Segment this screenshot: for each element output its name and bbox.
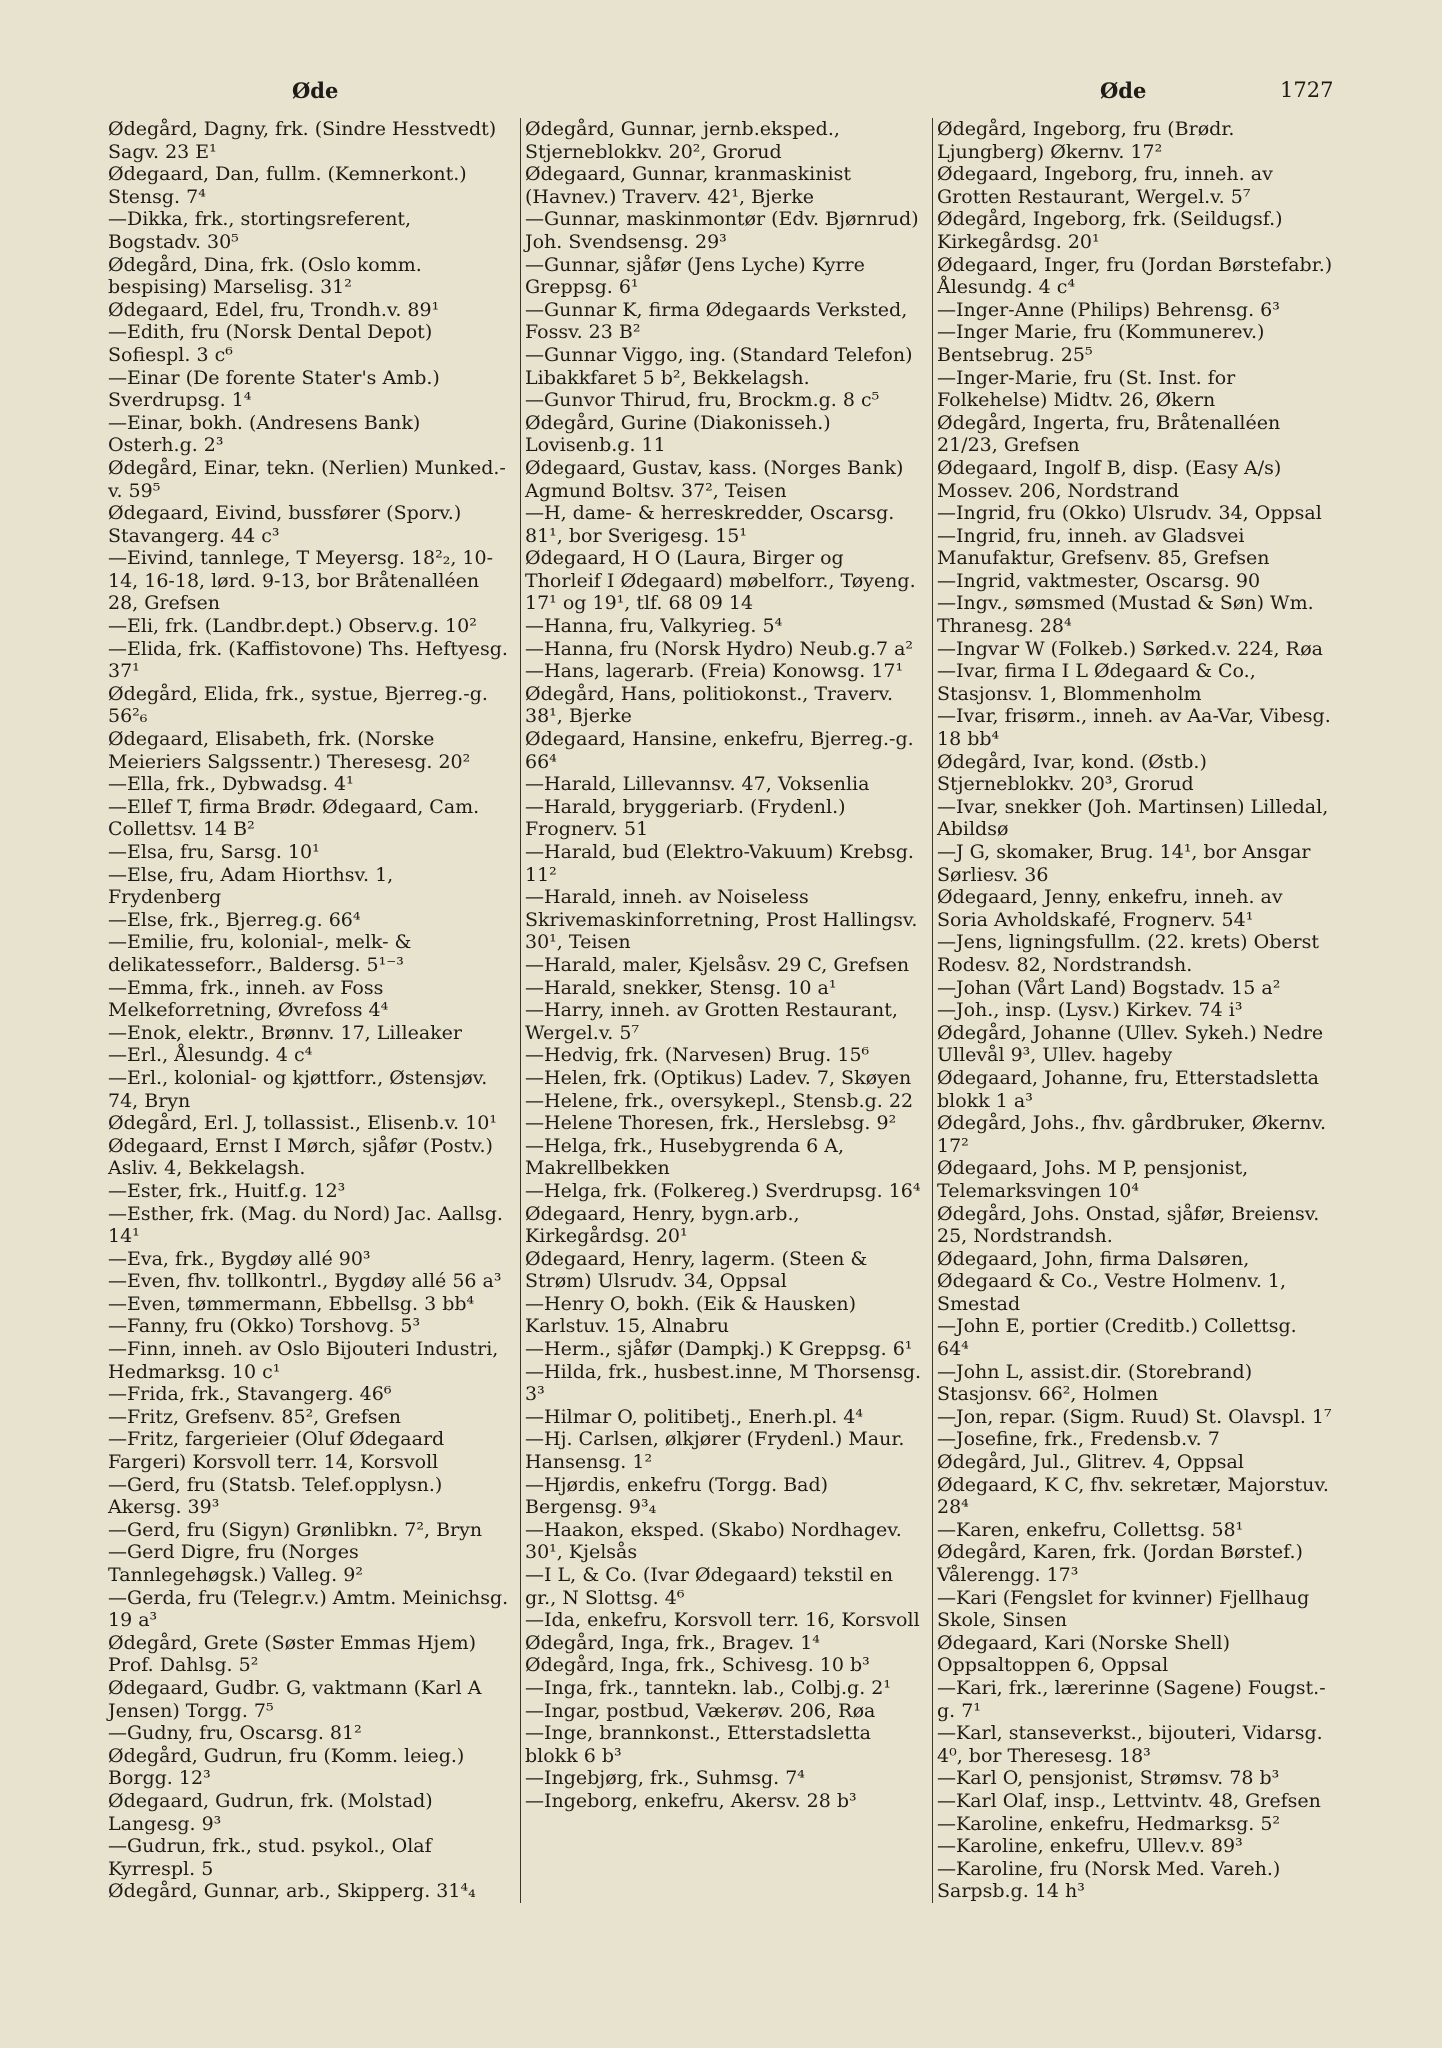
directory-entry: Ødegård, Johs., fhv. gårdbruker, Økernv. 17² [937, 1112, 1327, 1157]
directory-entry: —Inga, frk., tanntekn. lab., Colbj.g. 2¹ [525, 1676, 891, 1699]
directory-entry: —Helene, frk., oversykepl., Stensb.g. 22 [525, 1089, 914, 1112]
directory-entry: —Fritz, Grefsenv. 85², Grefsen [108, 1405, 402, 1428]
directory-entry: Ødegård, Dagny, frk. (Sindre Hesstvedt) Sagv. 23 E¹ [108, 118, 497, 163]
directory-entry: —Hj. Carlsen, ølkjører (Frydenl.) Maur. Hansensg. 1² [525, 1428, 905, 1474]
directory-entry: —Hilda, frk., husbest.inne, M Thorsensg. 3³ [525, 1360, 922, 1406]
directory-entry: —Erl., kolonial- og kjøttforr., Østensjøv. 74, Bryn [108, 1066, 488, 1112]
directory-entry: —Ingeborg, enkefru, Akersv. 28 b³ [525, 1789, 857, 1812]
directory-entry: Ødegaard, Ingolf B, disp. (Easy A/s) Mossev. 206, Nordstrand [937, 456, 1282, 502]
directory-entry: —Harald, bud (Elektro-Vakuum) Krebsg. 11² [525, 841, 914, 886]
directory-entry: Ødegaard, Inger, fru (Jordan Børstefabr.) Ålesundg. 4 c⁴ [937, 253, 1333, 299]
directory-entry: —Frida, frk., Stavangerg. 46⁶ [108, 1383, 392, 1406]
directory-entry: —Gerd, fru (Sigyn) Grønlibkn. 7², Bryn [108, 1518, 483, 1541]
directory-entry: —Hilmar O, politibetj., Enerh.pl. 4⁴ [525, 1405, 863, 1428]
directory-entry: —Erl., Ålesundg. 4 c⁴ [108, 1044, 313, 1067]
directory-entry: —Gunnar, sjåfør (Jens Lyche) Kyrre Greppsg. 6¹ [525, 253, 865, 299]
running-header-left: Øde [292, 78, 339, 103]
directory-entry: Ødegård, Gunnar, jernb.eksped., Stjerneblokkv. 20², Grorud [525, 118, 840, 163]
directory-entry: —John L, assist.dir. (Storebrand) Stasjonsv. 66², Holmen [937, 1360, 1253, 1406]
column-3 [932, 118, 1342, 1903]
directory-entry: Ødegaard, Hansine, enkefru, Bjerreg.-g. 66⁴ [525, 728, 914, 773]
directory-entry: —Hedvig, frk. (Narvesen) Brug. 15⁶ [525, 1044, 870, 1067]
directory-entry: Ødegård, Inga, frk., Schivesg. 10 b³ [525, 1654, 870, 1677]
directory-entry: —Ingv., sømsmed (Mustad & Søn) Wm. Thranesg. 28⁴ [937, 592, 1314, 638]
directory-entry: Ødegård, Ingeborg, frk. (Seildugsf.) Kirkegårdsg. 20¹ [937, 208, 1283, 253]
directory-entry: —Kari (Fengslet for kvinner) Fjellhaug Skole, Sinsen [937, 1586, 1310, 1632]
directory-entry: —H, dame- & herreskredder, Oscarsg. 81¹, bor Sverigesg. 15¹ [525, 502, 895, 547]
directory-entry: —Kari, frk., lærerinne (Sagene) Fougst.-g. 7¹ [937, 1676, 1326, 1722]
directory-entry: —Ingvar W (Folkeb.) Sørked.v. 224, Røa [937, 637, 1323, 660]
directory-entry: —Karen, enkefru, Collettsg. 58¹ [937, 1518, 1244, 1541]
directory-entry: —Hans, lagerarb. (Freia) Konowsg. 17¹ [525, 660, 904, 683]
directory-entry: —Ella, frk., Dybwadsg. 4¹ [108, 773, 354, 796]
directory-entry: —Emma, frk., inneh. av Foss Melkeforretning, Øvrefoss 4⁴ [108, 976, 389, 1022]
directory-entry: —Hjørdis, enkefru (Torgg. Bad) Bergensg. 9³₄ [525, 1473, 829, 1519]
directory-entry: Ødegaard, Henry, bygn.arb., Kirkegårdsg. 20¹ [525, 1202, 800, 1248]
directory-entry: —Harald, Lillevannsv. 47, Voksenlia [525, 773, 870, 796]
directory-entry: Ødegård, Jul., Glitrev. 4, Oppsal [937, 1451, 1244, 1474]
directory-entry: Ødegaard, Gudrun, frk. (Molstad) Langesg. 9³ [108, 1789, 433, 1835]
directory-entry: —Elsa, fru, Sarsg. 10¹ [108, 841, 320, 863]
directory-entry: Ødegaard, Gustav, kass. (Norges Bank) Agmund Boltsv. 37², Teisen [525, 456, 904, 502]
directory-entry: Ødegaard, John, firma Dalsøren, Ødegaard & Co., Vestre Holmenv. 1, Smestad [937, 1247, 1287, 1315]
directory-entry: Ødegaard, Dan, fullm. (Kemnerkont.) Stensg. 7⁴ [108, 163, 467, 208]
directory-entry: —Gerd, fru (Statsb. Telef.opplysn.) Akersg. 39³ [108, 1473, 443, 1519]
directory-entry: —Harald, snekker, Stensg. 10 a¹ [525, 976, 837, 999]
directory-entry: —Even, fhv. tollkontrl., Bygdøy allé 56 a³ [108, 1270, 502, 1293]
directory-entry: —Einar (De forente Stater's Amb.) Sverdrupsg. 1⁴ [108, 366, 440, 412]
directory-entry: Ødegård, Einar, tekn. (Nerlien) Munked.-v. 59⁵ [108, 456, 506, 502]
directory-entry: —Fritz, fargerieier (Oluf Ødegaard Fargeri) Korsvoll terr. 14, Korsvoll [108, 1428, 445, 1474]
directory-entry: Ødegård, Dina, frk. (Oslo komm. bespising) Marselisg. 31² [108, 253, 422, 299]
directory-entry: —Gerd Digre, fru (Norges Tannlegehøgsk.) Valleg. 9² [108, 1541, 363, 1586]
directory-entry: —Jon, repar. (Sigm. Ruud) St. Olavspl. 1⁷ [937, 1405, 1332, 1428]
directory-entry: —Helene Thoresen, frk., Herslebsg. 9² [525, 1112, 897, 1135]
directory-entry: —Gunnar K, firma Ødegaards Verksted, Fossv. 23 B² [525, 298, 908, 344]
directory-entry: —Henry O, bokh. (Eik & Hausken) Karlstuv. 15, Alnabru [525, 1292, 857, 1338]
directory-entry: —Hanna, fru (Norsk Hydro) Neub.g.7 a² [525, 637, 914, 660]
directory-columns [108, 118, 1402, 1903]
directory-entry: —Gunvor Thirud, fru, Brockm.g. 8 c⁵ [525, 389, 880, 412]
directory-entry: —Ingebjørg, frk., Suhmsg. 7⁴ [525, 1767, 805, 1790]
running-header-right: Øde [1100, 78, 1147, 103]
directory-entry: —Ida, enkefru, Korsvoll terr. 16, Korsvoll [525, 1609, 920, 1632]
directory-entry: —Gunnar Viggo, ing. (Standard Telefon) Libakkfaret 5 b², Bekkelagsh. [525, 343, 913, 389]
directory-entry: —Harald, maler, Kjelsåsv. 29 C, Grefsen [525, 953, 910, 976]
page-number: 1727 [1280, 78, 1334, 102]
directory-entry: —Jens, ligningsfullm. (22. krets) Oberst Rodesv. 82, Nordstrandsh. [937, 931, 1320, 976]
directory-entry: Ødegård, Elida, frk., systue, Bjerreg.-g. 56²₆ [108, 682, 488, 728]
directory-entry: —Eivind, tannlege, T Meyersg. 18²₂, 10-14, 16-18, lørd. 9-13, bor Bråtenalléen 28, Grefsen [108, 547, 494, 615]
directory-entry: —Helga, frk., Husebygrenda 6 A, Makrellbekken [525, 1134, 845, 1180]
directory-entry: —Karl Olaf, insp., Lettvintv. 48, Grefsen [937, 1789, 1321, 1812]
directory-entry: —Harry, inneh. av Grotten Restaurant, Wergel.v. 5⁷ [525, 999, 898, 1044]
directory-entry: Ødegaard, Johanne, fru, Etterstadsletta blokk 1 a³ [937, 1066, 1319, 1112]
directory-entry: Ødegård, Gurine (Diakonisseh.) Lovisenb.g. 11 [525, 411, 831, 457]
directory-entry: —Gudrun, frk., stud. psykol., Olaf Kyrrespl. 5 [108, 1835, 432, 1880]
directory-entry: Ødegaard, Kari (Norske Shell) Oppsaltoppen 6, Oppsal [937, 1631, 1231, 1677]
directory-entry: —Haakon, eksped. (Skabo) Nordhagev. 30¹, Kjelsås [525, 1518, 902, 1564]
column-2 [520, 118, 930, 1903]
directory-entry: —Else, frk., Bjerreg.g. 66⁴ [108, 908, 361, 931]
directory-entry: —Karl, stanseverkst., bijouteri, Vidarsg. 4⁰, bor Theresesg. 18³ [937, 1722, 1323, 1767]
directory-entry: —Inger-Marie, fru (St. Inst. for Folkehelse) Midtv. 26, Økern [937, 366, 1236, 412]
directory-entry: Ødegaard, Elisabeth, frk. (Norske Meieriers Salgssentr.) Theresesg. 20² [108, 728, 471, 773]
directory-entry: Ødegård, Johanne (Ullev. Sykeh.) Nedre Ullevål 9³, Ullev. hageby [937, 1021, 1324, 1067]
directory-entry: —Harald, bryggeriarb. (Frydenl.) Frognerv. 51 [525, 795, 846, 841]
directory-entry: —Ellef T, firma Brødr. Ødegaard, Cam. Collettsv. 14 B² [108, 795, 480, 841]
directory-entry: Ødegaard, Ernst I Mørch, sjåfør (Postv.) Asliv. 4, Bekkelagsh. [108, 1134, 493, 1180]
directory-entry: Ødegaard, H O (Laura, Birger og Thorleif I Ødegaard) møbelforr., Tøyeng. 17¹ og 19¹, tlf. 68 09 14 [525, 547, 916, 615]
directory-entry: —Gunnar, maskinmontør (Edv. Bjørnrud) Joh. Svendsensg. 29³ [525, 208, 919, 253]
directory-entry: —Dikka, frk., stortingsreferent, Bogstadv. 30⁵ [108, 208, 412, 253]
directory-entry: —I L, & Co. (Ivar Ødegaard) tekstil en gr., N Slottsg. 4⁶ [525, 1564, 893, 1609]
directory-entry: —Eva, frk., Bygdøy allé 90³ [108, 1247, 371, 1270]
directory-entry: Ødegård, Ivar, kond. (Østb.) Stjerneblokkv. 20³, Grorud [937, 750, 1207, 796]
directory-entry: —Inge, brannkonst., Etterstadsletta blokk 6 b³ [525, 1722, 871, 1767]
directory-entry: —Karoline, enkefru, Ullev.v. 89³ [937, 1835, 1243, 1858]
directory-entry: —Edith, fru (Norsk Dental Depot) Sofiespl. 3 c⁶ [108, 321, 433, 366]
directory-entry: Ødegård, Ingeborg, fru (Brødr. Ljungberg) Økernv. 17² [937, 118, 1235, 163]
directory-entry: —Finn, inneh. av Oslo Bijouteri Industri, Hedmarksg. 10 c¹ [108, 1338, 499, 1383]
directory-entry: Ødegaard, Jenny, enkefru, inneh. av Soria Avholdskafé, Frognerv. 54¹ [937, 886, 1283, 931]
column-1 [108, 118, 518, 1903]
directory-entry: Ødegård, Johs. Onstad, sjåfør, Breiensv. 25, Nordstrandsh. [937, 1202, 1320, 1248]
directory-entry: Ødegård, Grete (Søster Emmas Hjem) Prof. Dahlsg. 5² [108, 1631, 476, 1677]
directory-entry: Ødegård, Karen, frk. (Jordan Børstef.) Vålerengg. 17³ [937, 1541, 1303, 1586]
directory-entry: —Even, tømmermann, Ebbellsg. 3 bb⁴ [108, 1292, 475, 1315]
directory-entry: —J G, skomaker, Brug. 14¹, bor Ansgar Sørliesv. 36 [937, 841, 1311, 886]
directory-entry: —Gudny, fru, Oscarsg. 81² [108, 1722, 362, 1745]
directory-entry: —Ingrid, vaktmester, Oscarsg. 90 [937, 569, 1261, 592]
directory-entry: —Gerda, fru (Telegr.v.) Amtm. Meinichsg. 19 a³ [108, 1586, 509, 1632]
directory-entry: Ødegaard, Gudbr. G, vaktmann (Karl A Jensen) Torgg. 7⁵ [108, 1676, 482, 1722]
directory-entry: Ødegaard, Ingeborg, fru, inneh. av Grotten Restaurant, Wergel.v. 5⁷ [937, 163, 1273, 208]
directory-entry: —Johan (Vårt Land) Bogstadv. 15 a² [937, 976, 1281, 999]
directory-entry: Ødegård, Gunnar, arb., Skipperg. 31⁴₄ [108, 1880, 476, 1903]
directory-entry: —Herm., sjåfør (Dampkj.) K Greppsg. 6¹ [525, 1338, 913, 1361]
directory-entry: —Karoline, enkefru, Hedmarksg. 5² [937, 1812, 1281, 1835]
directory-entry: Ødegård, Gudrun, fru (Komm. leieg.) Borgg. 12³ [108, 1744, 465, 1790]
directory-entry: Ødegaard, K C, fhv. sekretær, Majorstuv. 28⁴ [937, 1473, 1329, 1519]
directory-entry: —Enok, elektr., Brønnv. 17, Lilleaker [108, 1021, 462, 1044]
directory-entry: Ødegård, Inga, frk., Bragev. 1⁴ [525, 1631, 820, 1654]
directory-entry: Ødegård, Erl. J, tollassist., Elisenb.v. 10¹ [108, 1112, 497, 1135]
directory-entry: —Ivar, firma I L Ødegaard & Co., Stasjonsv. 1, Blommenholm [937, 660, 1256, 705]
directory-entry: —Fanny, fru (Okko) Torshovg. 5³ [108, 1315, 421, 1338]
directory-entry: Ødegaard, Eivind, bussfører (Sporv.) Stavangerg. 44 c³ [108, 502, 462, 547]
directory-entry: Ødegaard, Henry, lagerm. (Steen & Strøm) Ulsrudv. 34, Oppsal [525, 1247, 868, 1293]
directory-entry: —Ingar, postbud, Vækerøv. 206, Røa [525, 1699, 876, 1722]
directory-entry: —John E, portier (Creditb.) Collettsg. 64⁴ [937, 1315, 1297, 1361]
directory-entry: —Inger-Anne (Philips) Behrensg. 6³ [937, 298, 1280, 321]
directory-entry: —Hanna, fru, Valkyrieg. 5⁴ [525, 615, 783, 638]
directory-entry: —Ivar, frisørm., inneh. av Aa-Var, Vibesg. 18 bb⁴ [937, 705, 1331, 751]
directory-entry: —Emilie, fru, kolonial-, melk- & delikatesseforr., Baldersg. 5¹⁻³ [108, 931, 412, 976]
directory-entry: —Helga, frk. (Folkereg.) Sverdrupsg. 16⁴ [525, 1179, 921, 1202]
directory-entry: Ødegaard, Edel, fru, Trondh.v. 89¹ [108, 298, 440, 321]
directory-entry: —Helen, frk. (Optikus) Ladev. 7, Skøyen [525, 1066, 912, 1089]
directory-entry: —Karoline, fru (Norsk Med. Vareh.) Sarpsb.g. 14 h³ [937, 1857, 1281, 1903]
directory-entry: —Elida, frk. (Kaffistovone) Ths. Heftyesg. 37¹ [108, 637, 508, 683]
directory-entry: —Harald, inneh. av Noiseless Skrivemaskinforretning, Prost Hallingsv. 30¹, Teisen [525, 886, 918, 954]
directory-entry: —Ingrid, fru (Okko) Ulsrudv. 34, Oppsal [937, 502, 1322, 525]
directory-entry: Ødegaard, Gunnar, kranmaskinist (Havnev.) Traverv. 42¹, Bjerke [525, 163, 851, 208]
directory-entry: —Joh., insp. (Lysv.) Kirkev. 74 i³ [937, 999, 1243, 1022]
directory-entry: —Ester, frk., Huitf.g. 12³ [108, 1179, 346, 1202]
directory-entry: —Inger Marie, fru (Kommunerev.) Bentsebrug. 25⁵ [937, 321, 1265, 366]
directory-entry: Ødegård, Ingerta, fru, Bråtenalléen 21/23, Grefsen [937, 411, 1281, 457]
directory-entry: Ødegård, Hans, politiokonst., Traverv. 38¹, Bjerke [525, 682, 894, 728]
directory-entry: —Esther, frk. (Mag. du Nord) Jac. Aallsg. 14¹ [108, 1202, 503, 1248]
directory-entry: —Einar, bokh. (Andresens Bank) Osterh.g. 2³ [108, 411, 421, 457]
directory-entry: —Ingrid, fru, inneh. av Gladsvei Manufaktur, Grefsenv. 85, Grefsen [937, 524, 1270, 570]
directory-entry: —Ivar, snekker (Joh. Martinsen) Lilledal, Abildsø [937, 795, 1329, 841]
directory-entry: —Karl O, pensjonist, Strømsv. 78 b³ [937, 1767, 1280, 1790]
directory-entry: —Josefine, frk., Fredensb.v. 7 [937, 1428, 1220, 1451]
directory-entry: Ødegaard, Johs. M P, pensjonist, Telemarksvingen 10⁴ [937, 1157, 1249, 1202]
directory-entry: —Else, fru, Adam Hiorthsv. 1, Frydenberg [108, 863, 394, 909]
directory-entry: —Eli, frk. (Landbr.dept.) Observ.g. 10² [108, 615, 477, 638]
